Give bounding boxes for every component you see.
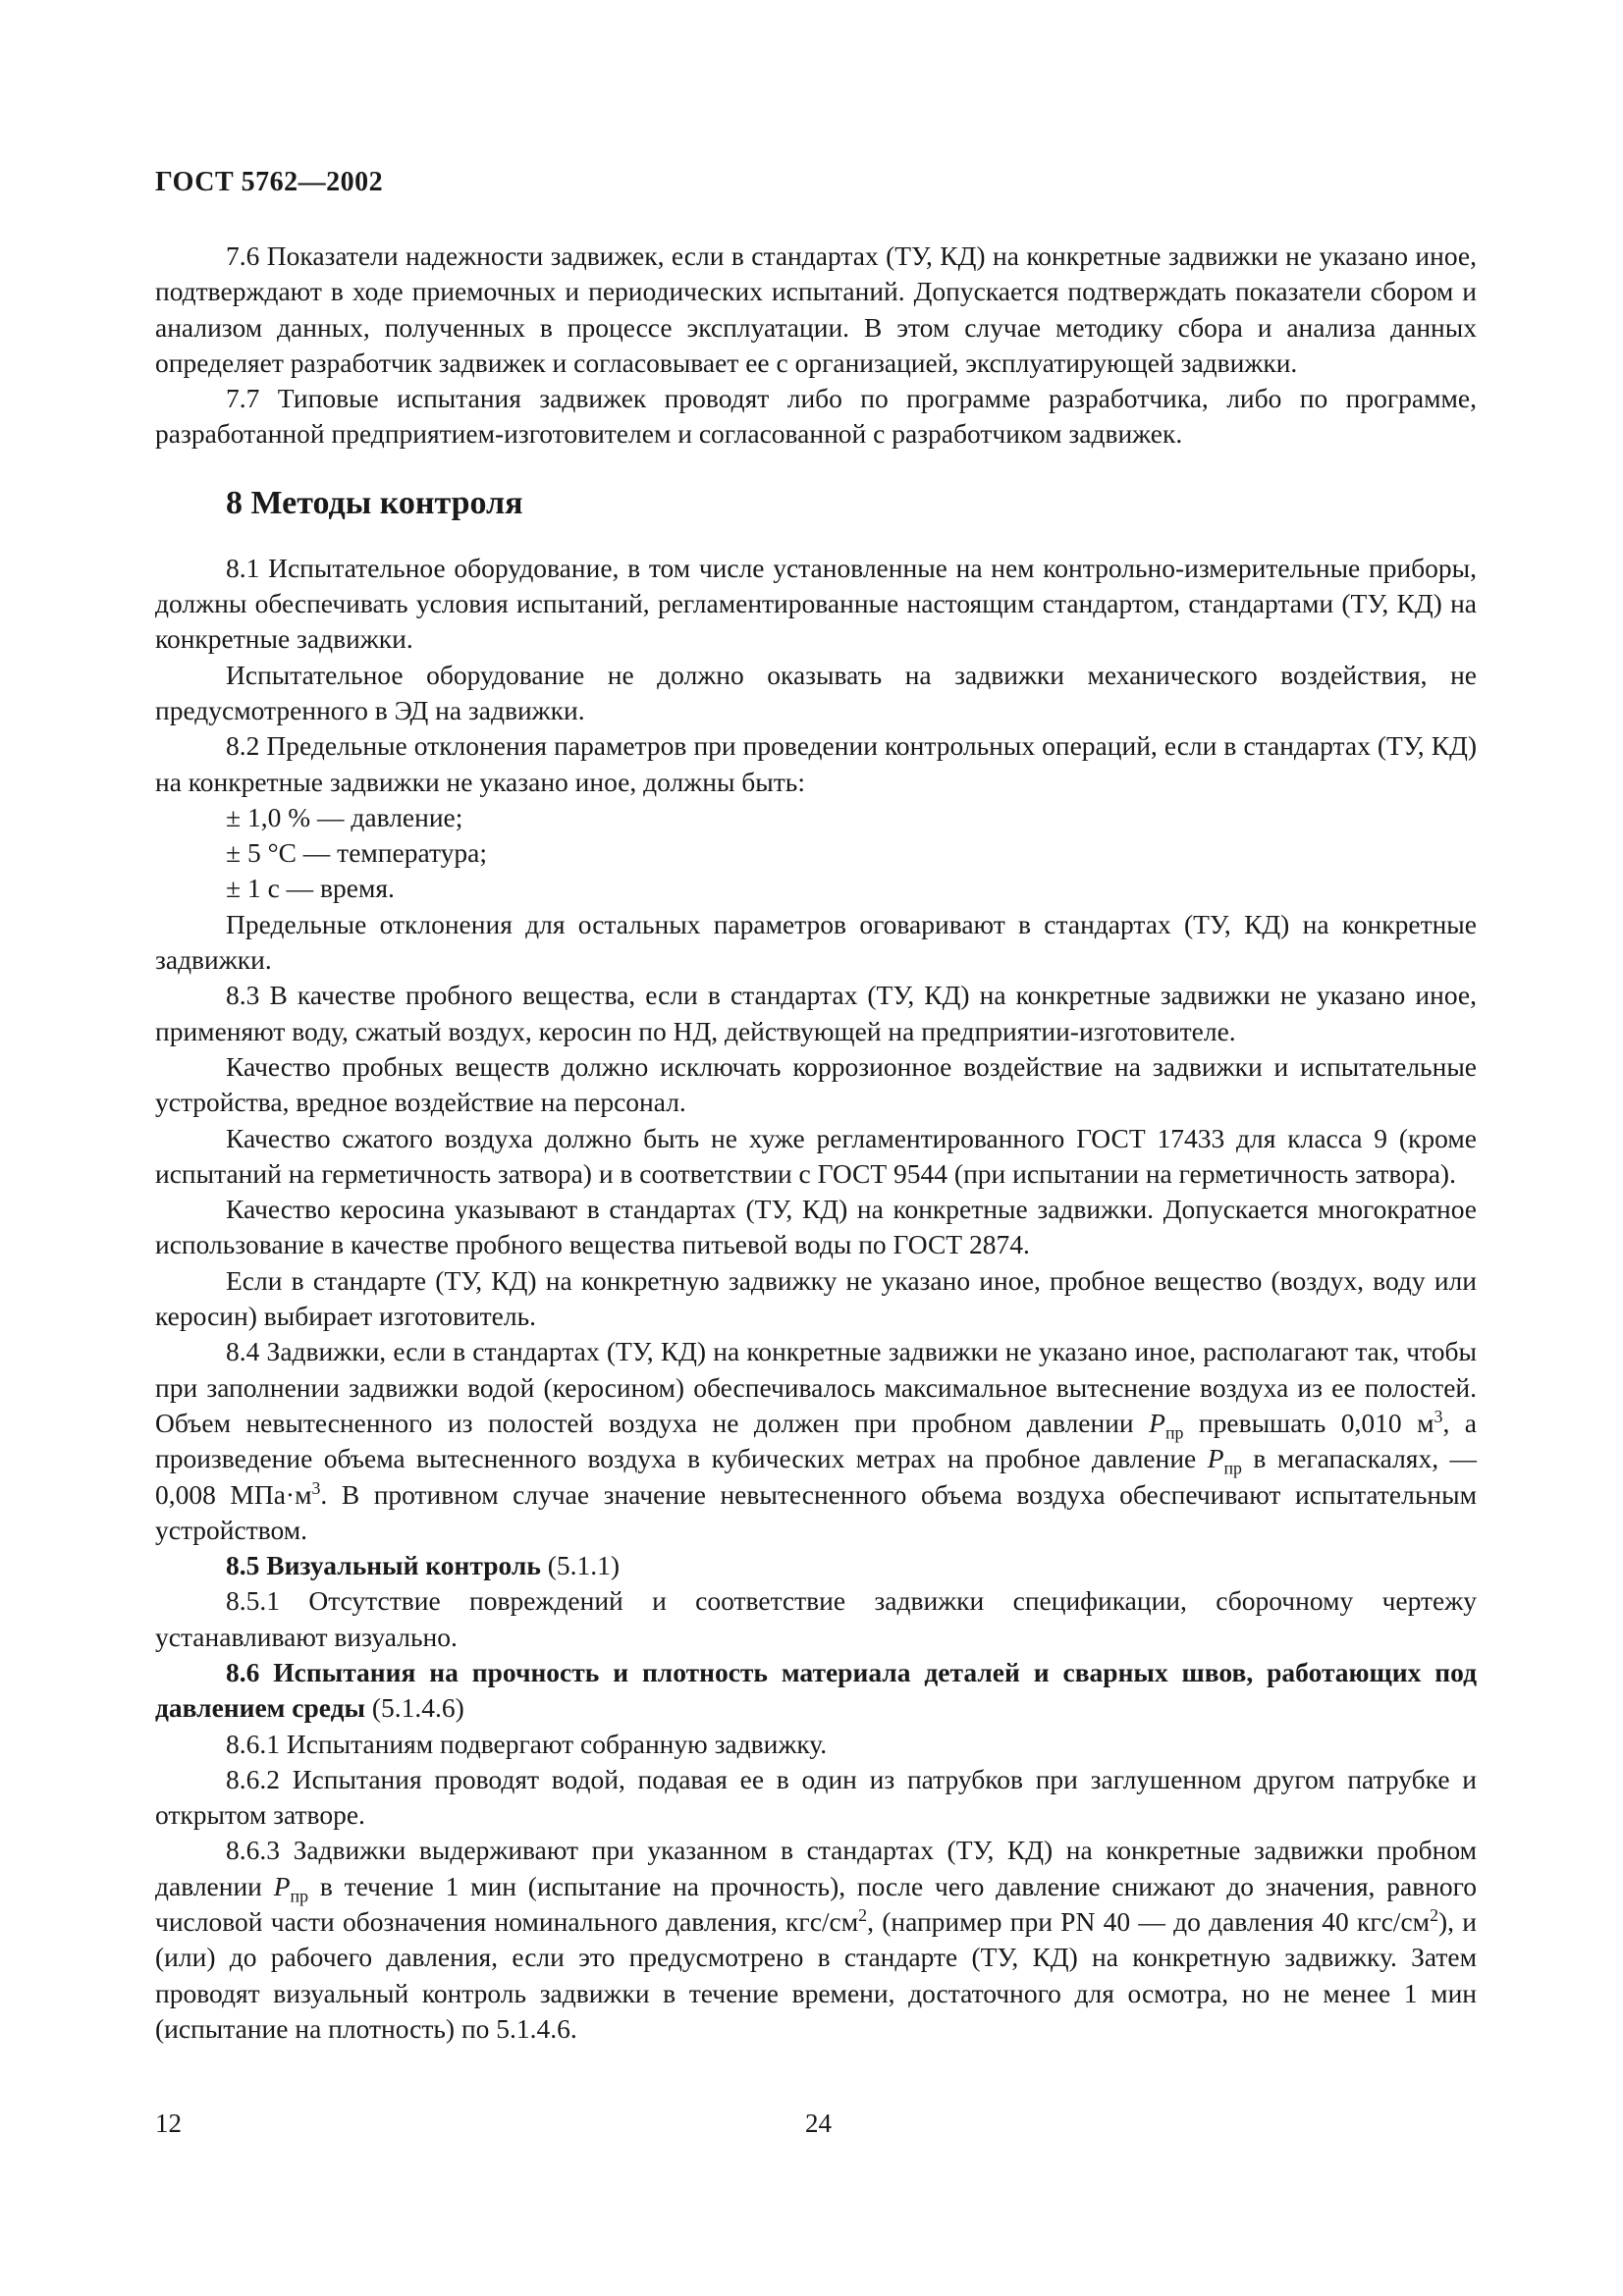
paragraph-8-3d: Качество керосина указывают в стандартах (ТУ, КД) на конкретные задвижки. Допускается многократное использование в качестве пробного вещества питьевой воды по ГОСТ 2874. xyxy=(155,1194,1477,1260)
tolerance-temperature: ± 5 °С — температура; xyxy=(226,837,487,869)
paragraph-8-3e: Если в стандарте (ТУ, КД) на конкретную задвижку не указано иное, пробное вещество (воздух, воду или керосин) выбирает изготовитель. xyxy=(155,1264,1477,1332)
paragraph-8-6-1: 8.6.1 Испытаниям подвергают собранную задвижку. xyxy=(226,1728,828,1759)
document-header: ГОСТ 5762—2002 xyxy=(155,167,384,197)
paragraph-8-3c: Качество сжатого воздуха должно быть не хуже регламентированного ГОСТ 17433 для класса 9 (кроме испытаний на герметичность затвора) и в соответствии с ГОСТ 9544 (при испытании на герметичность затвора). xyxy=(155,1122,1477,1189)
section-heading: 8 Методы контроля xyxy=(226,484,523,521)
paragraph-8-6-3: 8.6.3 Задвижки выдерживают при указанном в стандартах (ТУ, КД) на конкретные задвижки пробном давлении $P_{пр}$ в течение 1 мин (испытание на прочность), после чего давление снижают до значения, равного числовой части обозначения номинального давления, кгс/$см^2$, (например при PN 40 — до давления 40 кгс/$см^2$), и (или) до рабочего давления, если это предусмотрено в стандарте (ТУ, КД) на конкретную задвижку. Затем проводят визуальный контроль задвижки в течение времени, достаточного для осмотра, но не менее 1 мин (испытание на плотность) по 5.1.4.6. xyxy=(155,1835,1478,2044)
paragraph-8-2b: Предельные отклонения для остальных параметров оговаривают в стандартах (ТУ, КД) на конкретные задвижки. xyxy=(155,908,1477,976)
document-body xyxy=(155,239,1477,2047)
tolerance-pressure: ± 1,0 % — давление; xyxy=(226,801,463,832)
paragraph-7-6: 7.6 Показатели надежности задвижек, если в стандартах (ТУ, КД) на конкретные задвижки не указано иное, подтверждают в ходе приемочных и периодических испытаний. Допускается подтверждать показатели сбором и анализом данных, полученных в процессе эксплуатации. В этом случае методику сбора и анализа данных определяет разработчик задвижек и согласовывает ее с организацией, эксплуатирующей задвижки. xyxy=(155,240,1477,378)
paragraph-8-6-2: 8.6.2 Испытания проводят водой, подавая ее в один из патрубков при заглушенном другом патрубке и открытом затворе. xyxy=(155,1763,1477,1831)
paragraph-8-3: 8.3 В качестве пробного вещества, если в стандартах (ТУ, КД) на конкретные задвижки не указано иное, применяют воду, сжатый воздух, керосин по НД, действующей на предприятии-изготовителе. xyxy=(155,980,1477,1046)
paragraph-8-2: 8.2 Предельные отклонения параметров при проведении контрольных операций, если в стандартах (ТУ, КД) на конкретные задвижки не указано иное, должны быть: xyxy=(155,730,1477,797)
paragraph-8-3b: Качество пробных веществ должно исключать коррозионное воздействие на задвижки и испытательные устройства, вредное воздействие на персонал. xyxy=(155,1050,1477,1118)
tolerance-time: ± 1 с — время. xyxy=(226,873,395,904)
paragraph-8-4: 8.4 Задвижки, если в стандартах (ТУ, КД) на конкретные задвижки не указано иное, располагают так, чтобы при заполнении задвижки водой (керосином) обеспечивалось максимальное вытеснение воздуха из ее полостей. Объем невытесненного из полостей воздуха не должен при пробном давлении $P_{пр}$ превышать 0,010 $м^3$, а произведение объема вытесненного воздуха в кубических метрах на пробное давление $P_{пр}$ в мегапаскалях, — 0,008 $МПа\cdot м^3$. В противном случае значение невытесненного объема воздуха обеспечивают испытательным устройством. xyxy=(155,1336,1477,1545)
paragraph-8-6: 8.6 Испытания на прочность и плотность материала деталей и сварных швов, работающих под давлением среды (5.1.4.6) xyxy=(155,1656,1477,1724)
paragraph-8-1: 8.1 Испытательное оборудование, в том числе установленные на нем контрольно-измерительные приборы, должны обеспечивать условия испытаний, регламентированные настоящим стандартом, стандартами (ТУ, КД) на конкретные задвижки. xyxy=(155,552,1477,655)
paragraph-8-5-1: 8.5.1 Отсутствие повреждений и соответствие задвижки спецификации, сборочному чертежу устанавливают визуально. xyxy=(155,1585,1477,1652)
paragraph-8-5: 8.5 Визуальный контроль (5.1.1) xyxy=(226,1550,621,1581)
paragraph-8-1b: Испытательное оборудование не должно оказывать на задвижки механического воздействия, не предусмотренного в ЭД на задвижки. xyxy=(155,659,1477,725)
paragraph-7-7: 7.7 Типовые испытания задвижек проводят либо по программе разработчика, либо по программе, разработанной предприятием-изготовителем и согласованной с разработчиком задвижек. xyxy=(155,383,1477,450)
page-number-left: 12 xyxy=(155,2109,182,2138)
page-number-center: 24 xyxy=(805,2109,832,2138)
